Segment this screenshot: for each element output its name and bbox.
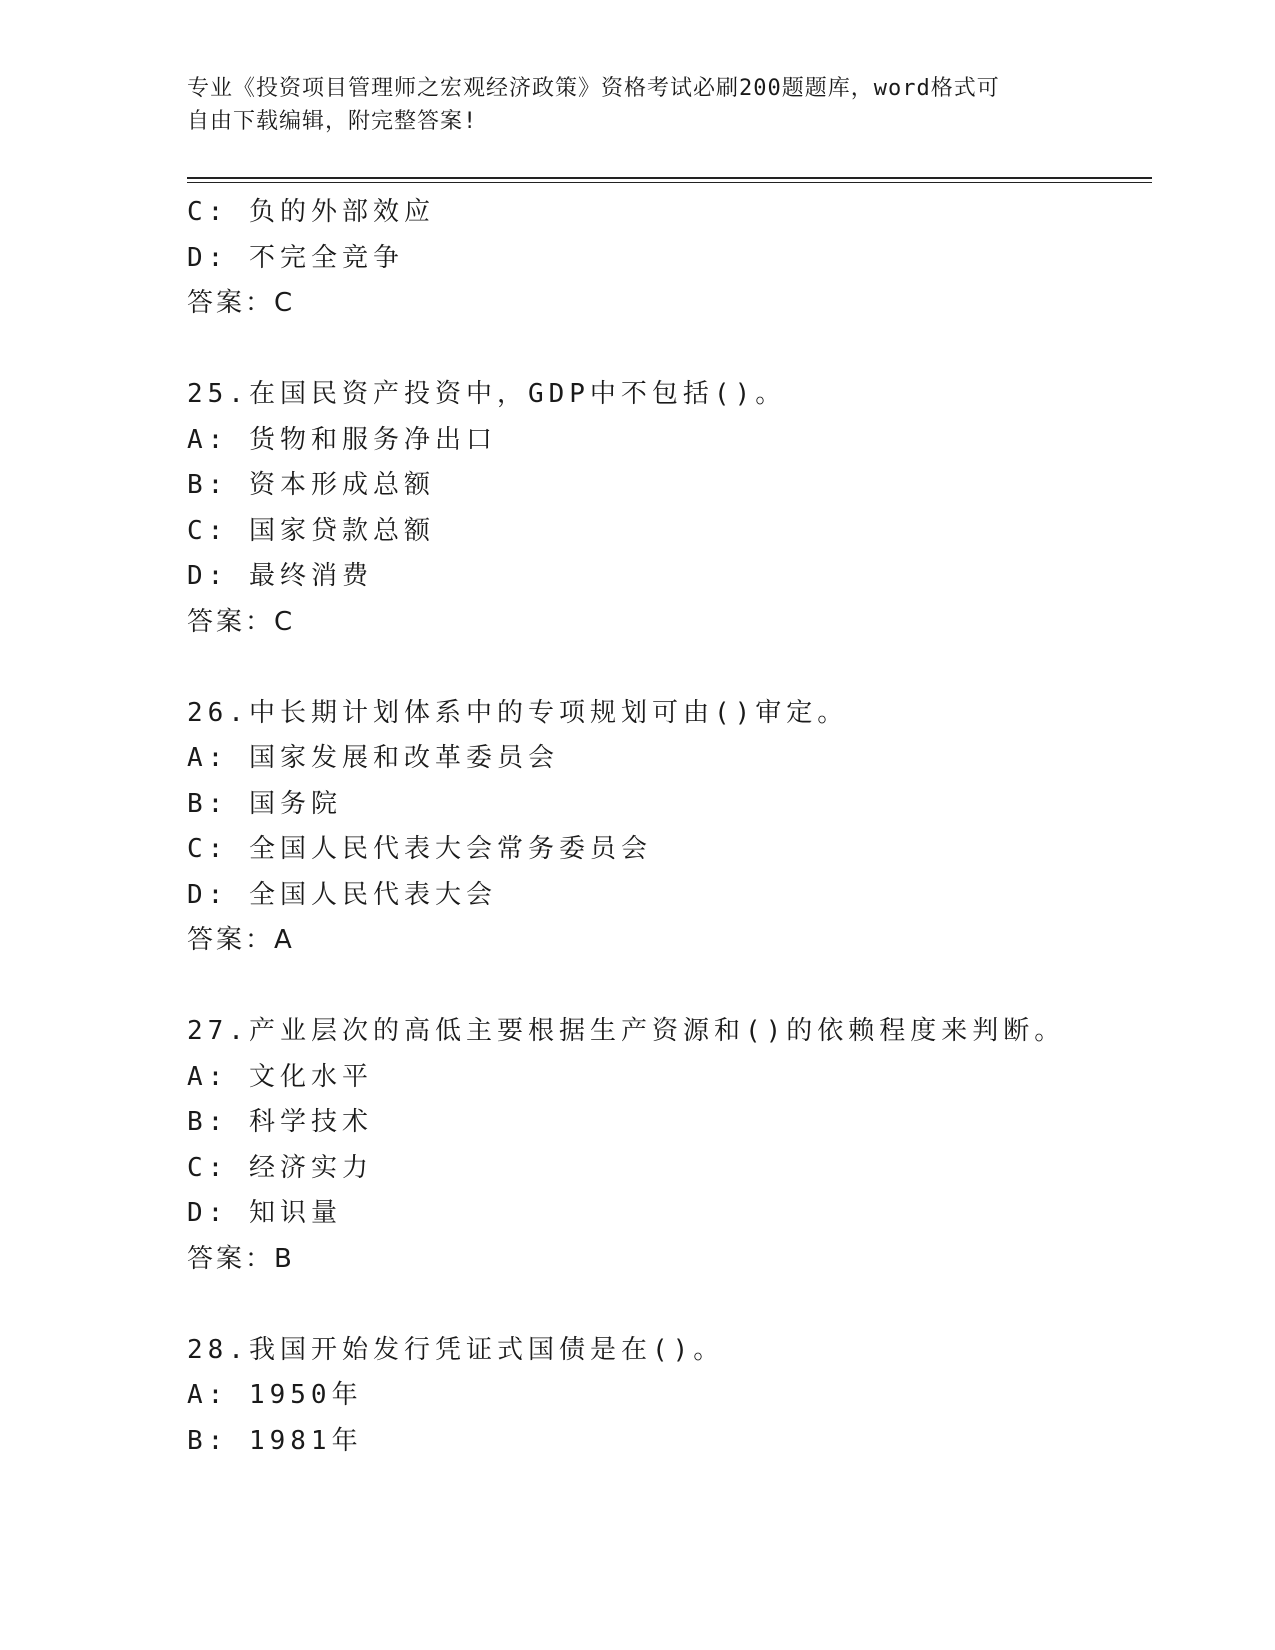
header-line-1: 专业《投资项目管理师之宏观经济政策》资格考试必刷200题题库，word格式可 xyxy=(187,76,1000,101)
option-b: B: 资本形成总额 xyxy=(187,470,435,500)
answer-text: 答案：C xyxy=(187,288,296,318)
option-d: D: 最终消费 xyxy=(187,561,373,591)
answer-text: 答案：C xyxy=(187,606,296,637)
spacer xyxy=(187,1282,1147,1328)
spacer xyxy=(187,964,1147,1010)
spacer xyxy=(187,327,1147,373)
option-b: B: 国务院 xyxy=(187,788,342,819)
header-rule-thin xyxy=(187,182,1152,183)
question-list xyxy=(187,190,1147,1464)
question-text: 27.产业层次的高低主要根据生产资源和()的依赖程度来判断。 xyxy=(187,1016,1066,1046)
option-b: B: 科学技术 xyxy=(187,1107,373,1137)
option-c: C: 全国人民代表大会常务委员会 xyxy=(187,834,652,864)
question-text: 26.中长期计划体系中的专项规划可由()审定。 xyxy=(187,697,849,728)
option-d: D: 不完全竞争 xyxy=(187,242,404,273)
document-header xyxy=(187,72,1087,138)
option-a: A: 文化水平 xyxy=(187,1061,373,1092)
spacer xyxy=(187,645,1147,691)
answer-text: 答案：A xyxy=(187,925,295,955)
question-block-24 xyxy=(187,190,1147,327)
option-a: A: 国家发展和改革委员会 xyxy=(187,743,559,773)
question-block-25 xyxy=(187,372,1147,645)
question-block-26 xyxy=(187,691,1147,964)
question-block-27 xyxy=(187,1009,1147,1282)
header-line-2: 自由下载编辑，附完整答案! xyxy=(187,109,478,134)
option-a: A: 货物和服务净出口 xyxy=(187,424,497,455)
option-b: B: 1981年 xyxy=(187,1425,363,1456)
option-c: C: 经济实力 xyxy=(187,1152,373,1183)
answer-text: 答案：B xyxy=(187,1243,295,1274)
option-c: C: 负的外部效应 xyxy=(187,197,435,227)
question-text: 28.我国开始发行凭证式国债是在()。 xyxy=(187,1334,725,1365)
option-c: C: 国家贷款总额 xyxy=(187,515,435,546)
header-rule-thick xyxy=(187,177,1152,179)
question-block-28 xyxy=(187,1328,1147,1465)
option-a: A: 1950年 xyxy=(187,1380,363,1410)
question-text: 25.在国民资产投资中，GDP中不包括()。 xyxy=(187,379,787,409)
option-d: D: 全国人民代表大会 xyxy=(187,879,497,910)
option-d: D: 知识量 xyxy=(187,1198,342,1228)
